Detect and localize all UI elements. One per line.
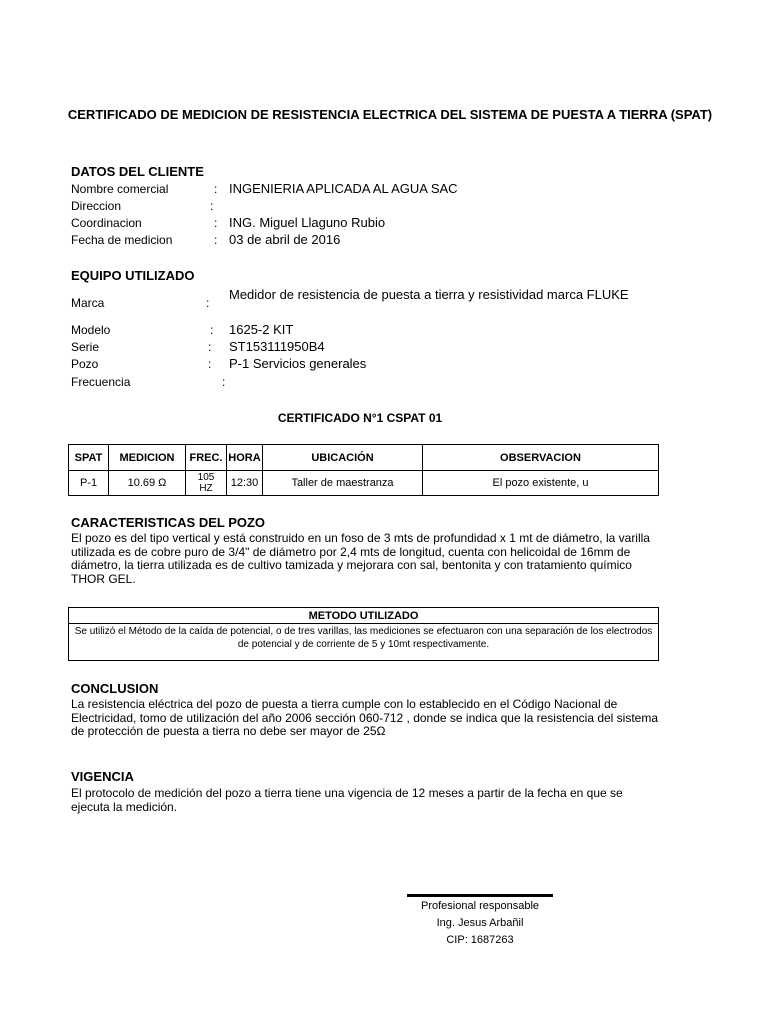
field-colon: : xyxy=(222,375,226,389)
table-cell: Taller de maestranza xyxy=(263,471,423,496)
section-heading-caracteristicas: CARACTERISTICAS DEL POZO xyxy=(71,515,266,530)
field-colon: : xyxy=(210,199,214,213)
vigencia-text: El protocolo de medición del pozo a tierra tiene una vigencia de 12 meses a partir de la fecha en que se ejecuta la medición. xyxy=(71,786,623,814)
table-header: FREC. xyxy=(186,445,227,471)
field-colon: : xyxy=(210,323,214,337)
metodo-heading: METODO UTILIZADO xyxy=(69,608,659,624)
certificado-title: CERTIFICADO N°1 CSPAT 01 xyxy=(277,411,443,425)
table-header: SPAT xyxy=(69,445,109,471)
table-header: HORA xyxy=(227,445,263,471)
field-value: 03 de abril de 2016 xyxy=(229,232,341,247)
table-row xyxy=(69,471,659,496)
table-header: UBICACIÓN xyxy=(263,445,423,471)
conclusion-text: La resistencia eléctrica del pozo de puesta a tierra cumple con lo establecido en el Código Nacional de Electricidad, tomo de utilización del año 2006 sección 060-712 , donde se indica que la resistencia del sistema de protección de puesta a tierra no debe ser mayor de 25Ω xyxy=(71,697,659,738)
field-colon: : xyxy=(208,357,212,371)
table-cell: 10.69 Ω xyxy=(109,471,186,496)
field-value: Medidor de resistencia de puesta a tierra y resistividad marca FLUKE xyxy=(229,287,629,302)
field-colon: : xyxy=(214,233,218,247)
field-value: ST153111950B4 xyxy=(229,339,325,354)
field-colon: : xyxy=(206,296,210,310)
field-colon: : xyxy=(214,182,218,196)
field-label: Fecha de medicion xyxy=(71,233,173,247)
table-cell: 12:30 xyxy=(227,471,263,496)
field-value: ING. Miguel Llaguno Rubio xyxy=(229,215,386,230)
table-header: OBSERVACION xyxy=(423,445,659,471)
signature-line xyxy=(407,894,553,897)
field-label: Frecuencia xyxy=(71,375,131,389)
field-value: INGENIERIA APLICADA AL AGUA SAC xyxy=(229,181,458,196)
section-heading-cliente: DATOS DEL CLIENTE xyxy=(71,164,204,179)
table-cell: P-1 xyxy=(69,471,109,496)
field-value: P-1 Servicios generales xyxy=(229,356,367,371)
measurement-table xyxy=(68,444,659,496)
field-label: Nombre comercial xyxy=(71,182,169,196)
metodo-text: Se utilizó el Método de la caída de potencial, o de tres varillas, las mediciones se efectuaron con una separación de los electrodos de potencial y de corriente de 5 y 10mt respectivamente. xyxy=(69,624,659,661)
signature-cargo: Profesional responsable xyxy=(420,900,540,912)
section-heading-equipo: EQUIPO UTILIZADO xyxy=(71,268,195,283)
field-label: Serie xyxy=(71,340,100,354)
table-header-row xyxy=(69,445,659,471)
field-label: Coordinacion xyxy=(71,216,142,230)
signature-nombre: Ing. Jesus Arbañil xyxy=(436,917,524,929)
field-colon: : xyxy=(208,340,212,354)
metodo-table xyxy=(68,607,659,661)
field-value: 1625-2 KIT xyxy=(229,322,294,337)
field-label: Pozo xyxy=(71,357,99,371)
field-label: Marca xyxy=(71,296,105,310)
caracteristicas-text: El pozo es del tipo vertical y está construido en un foso de 3 mts de profundidad x 1 mt de diámetro, la varilla utilizada es de cobre puro de 3/4" de diámetro por 2,4 mts de longitud, cuenta con helicoidal de 16mm de diámetro, la tierra utilizada es de cultivo tamizada y mejorara con sal, bentonita y con tratamiento químico THOR GEL. xyxy=(71,531,650,586)
table-header: MEDICION xyxy=(109,445,186,471)
table-cell: 105 HZ xyxy=(186,471,227,496)
field-label: Modelo xyxy=(71,323,111,337)
section-heading-conclusion: CONCLUSION xyxy=(71,681,159,696)
table-cell: El pozo existente, u xyxy=(423,471,659,496)
field-colon: : xyxy=(214,216,218,230)
signature-cip: CIP: 1687263 xyxy=(446,934,514,946)
section-heading-vigencia: VIGENCIA xyxy=(71,769,134,784)
document-title: CERTIFICADO DE MEDICION DE RESISTENCIA ELECTRICA DEL SISTEMA DE PUESTA A TIERRA (SPAT) xyxy=(67,107,713,122)
field-label: Direccion xyxy=(71,199,122,213)
